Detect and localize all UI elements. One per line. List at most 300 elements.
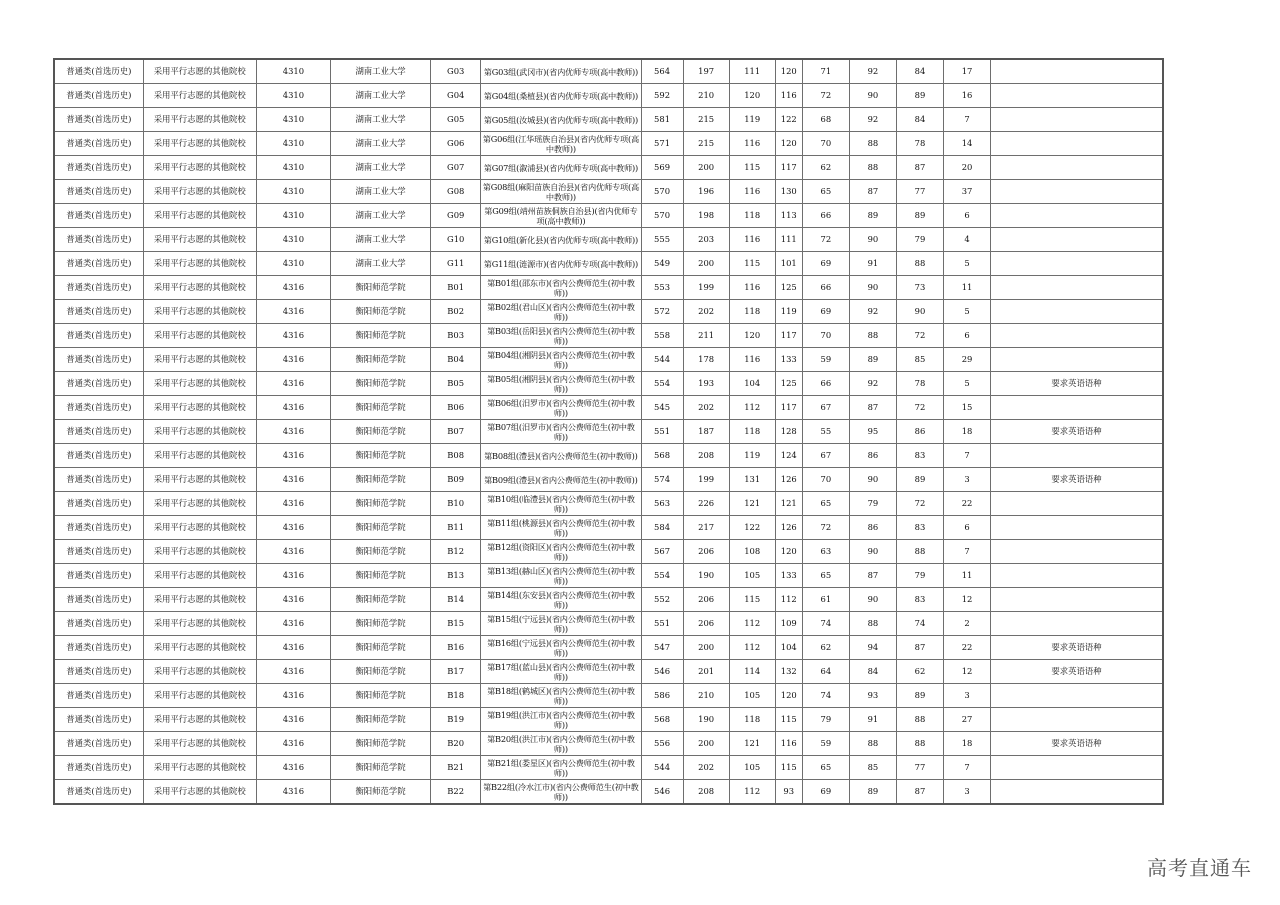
group-code-cell: B19 [431, 708, 481, 732]
score-col-3-cell: 120 [775, 59, 802, 84]
school-name-cell: 衡阳师范学院 [330, 660, 430, 684]
school-code-cell: 4310 [256, 252, 330, 276]
school-code-cell: 4316 [256, 372, 330, 396]
category-cell: 普通类(首选历史) [54, 108, 143, 132]
score-col-5-cell: 91 [849, 708, 896, 732]
score-col-4-cell: 67 [802, 396, 849, 420]
school-name-cell: 衡阳师范学院 [330, 492, 430, 516]
score-col-4-cell: 68 [802, 108, 849, 132]
score-col-1-cell: 226 [683, 492, 729, 516]
count-cell: 14 [944, 132, 991, 156]
category-cell: 普通类(首选历史) [54, 588, 143, 612]
score-col-2-cell: 120 [729, 84, 775, 108]
count-cell: 5 [944, 300, 991, 324]
score-col-4-cell: 72 [802, 84, 849, 108]
school-code-cell: 4316 [256, 492, 330, 516]
remark-cell: 要求英语语种 [991, 636, 1163, 660]
group-code-cell: B03 [431, 324, 481, 348]
score-col-1-cell: 215 [683, 108, 729, 132]
score-col-6-cell: 88 [896, 732, 943, 756]
score-col-1-cell: 206 [683, 588, 729, 612]
table-row [54, 444, 1163, 468]
school-name-cell: 衡阳师范学院 [330, 420, 430, 444]
category-cell: 普通类(首选历史) [54, 516, 143, 540]
table-row [54, 84, 1163, 108]
school-name-cell: 衡阳师范学院 [330, 636, 430, 660]
max-score-cell: 563 [641, 492, 683, 516]
group-code-cell: B08 [431, 444, 481, 468]
school-name-cell: 衡阳师范学院 [330, 564, 430, 588]
category-cell: 普通类(首选历史) [54, 84, 143, 108]
score-col-1-cell: 200 [683, 252, 729, 276]
score-col-6-cell: 85 [896, 348, 943, 372]
school-code-cell: 4316 [256, 420, 330, 444]
score-col-2-cell: 112 [729, 396, 775, 420]
school-code-cell: 4316 [256, 348, 330, 372]
score-col-2-cell: 119 [729, 108, 775, 132]
score-col-4-cell: 65 [802, 756, 849, 780]
category-cell: 普通类(首选历史) [54, 492, 143, 516]
category-cell: 普通类(首选历史) [54, 660, 143, 684]
score-col-2-cell: 105 [729, 684, 775, 708]
score-col-1-cell: 210 [683, 684, 729, 708]
remark-cell [991, 204, 1163, 228]
score-col-3-cell: 101 [775, 252, 802, 276]
group-code-cell: B21 [431, 756, 481, 780]
group-name-cell: 第B07组(汨罗市)(省内公费师范生(初中教师)) [481, 420, 641, 444]
score-col-6-cell: 77 [896, 756, 943, 780]
remark-cell: 要求英语语种 [991, 468, 1163, 492]
school-code-cell: 4316 [256, 708, 330, 732]
group-name-cell: 第B02组(君山区)(省内公费师范生(初中教师)) [481, 300, 641, 324]
score-col-4-cell: 74 [802, 612, 849, 636]
score-col-4-cell: 59 [802, 348, 849, 372]
remark-cell [991, 756, 1163, 780]
school-code-cell: 4316 [256, 276, 330, 300]
score-col-5-cell: 88 [849, 324, 896, 348]
score-col-3-cell: 124 [775, 444, 802, 468]
group-name-cell: 第G05组(汝城县)(省内优师专项(高中教师)) [481, 108, 641, 132]
score-col-5-cell: 92 [849, 372, 896, 396]
admission-score-table [53, 58, 1164, 805]
max-score-cell: 553 [641, 276, 683, 300]
group-name-cell: 第B05组(湘阴县)(省内公费师范生(初中教师)) [481, 372, 641, 396]
max-score-cell: 552 [641, 588, 683, 612]
school-code-cell: 4316 [256, 468, 330, 492]
score-col-3-cell: 133 [775, 348, 802, 372]
score-col-2-cell: 112 [729, 780, 775, 805]
score-col-3-cell: 113 [775, 204, 802, 228]
score-col-6-cell: 72 [896, 492, 943, 516]
score-col-1-cell: 202 [683, 756, 729, 780]
batch-cell: 采用平行志愿的其他院校 [143, 708, 256, 732]
max-score-cell: 554 [641, 372, 683, 396]
remark-cell [991, 780, 1163, 805]
batch-cell: 采用平行志愿的其他院校 [143, 132, 256, 156]
category-cell: 普通类(首选历史) [54, 204, 143, 228]
batch-cell: 采用平行志愿的其他院校 [143, 372, 256, 396]
score-col-6-cell: 74 [896, 612, 943, 636]
school-name-cell: 衡阳师范学院 [330, 756, 430, 780]
score-col-1-cell: 201 [683, 660, 729, 684]
batch-cell: 采用平行志愿的其他院校 [143, 492, 256, 516]
table-row [54, 300, 1163, 324]
group-code-cell: B14 [431, 588, 481, 612]
school-name-cell: 湖南工业大学 [330, 84, 430, 108]
school-code-cell: 4316 [256, 612, 330, 636]
score-col-4-cell: 55 [802, 420, 849, 444]
school-code-cell: 4310 [256, 156, 330, 180]
max-score-cell: 586 [641, 684, 683, 708]
max-score-cell: 567 [641, 540, 683, 564]
table-row [54, 588, 1163, 612]
score-col-3-cell: 115 [775, 756, 802, 780]
batch-cell: 采用平行志愿的其他院校 [143, 732, 256, 756]
score-col-3-cell: 120 [775, 132, 802, 156]
score-col-6-cell: 88 [896, 708, 943, 732]
batch-cell: 采用平行志愿的其他院校 [143, 156, 256, 180]
school-name-cell: 衡阳师范学院 [330, 684, 430, 708]
score-col-2-cell: 104 [729, 372, 775, 396]
score-col-3-cell: 117 [775, 396, 802, 420]
count-cell: 20 [944, 156, 991, 180]
school-code-cell: 4316 [256, 684, 330, 708]
score-col-3-cell: 125 [775, 276, 802, 300]
school-name-cell: 衡阳师范学院 [330, 372, 430, 396]
group-code-cell: B10 [431, 492, 481, 516]
group-name-cell: 第B18组(鹤城区)(省内公费师范生(初中教师)) [481, 684, 641, 708]
score-col-1-cell: 215 [683, 132, 729, 156]
school-code-cell: 4310 [256, 59, 330, 84]
score-col-5-cell: 90 [849, 228, 896, 252]
max-score-cell: 546 [641, 780, 683, 805]
batch-cell: 采用平行志愿的其他院校 [143, 516, 256, 540]
school-code-cell: 4316 [256, 444, 330, 468]
batch-cell: 采用平行志愿的其他院校 [143, 420, 256, 444]
max-score-cell: 551 [641, 612, 683, 636]
table-row [54, 756, 1163, 780]
group-name-cell: 第B20组(洪江市)(省内公费师范生(初中教师)) [481, 732, 641, 756]
group-name-cell: 第B01组(邵东市)(省内公费师范生(初中教师)) [481, 276, 641, 300]
school-code-cell: 4310 [256, 204, 330, 228]
score-col-5-cell: 88 [849, 132, 896, 156]
remark-cell: 要求英语语种 [991, 660, 1163, 684]
score-col-2-cell: 108 [729, 540, 775, 564]
group-code-cell: B06 [431, 396, 481, 420]
count-cell: 7 [944, 540, 991, 564]
max-score-cell: 556 [641, 732, 683, 756]
category-cell: 普通类(首选历史) [54, 132, 143, 156]
max-score-cell: 570 [641, 204, 683, 228]
table-row [54, 396, 1163, 420]
school-code-cell: 4316 [256, 300, 330, 324]
score-col-3-cell: 120 [775, 540, 802, 564]
score-col-2-cell: 111 [729, 59, 775, 84]
score-col-2-cell: 105 [729, 564, 775, 588]
table-row [54, 372, 1163, 396]
batch-cell: 采用平行志愿的其他院校 [143, 108, 256, 132]
score-col-2-cell: 112 [729, 612, 775, 636]
category-cell: 普通类(首选历史) [54, 348, 143, 372]
score-col-4-cell: 69 [802, 252, 849, 276]
score-col-2-cell: 121 [729, 492, 775, 516]
count-cell: 3 [944, 780, 991, 805]
score-col-5-cell: 88 [849, 732, 896, 756]
group-name-cell: 第B09组(澧县)(省内公费师范生(初中教师)) [481, 468, 641, 492]
group-name-cell: 第G07组(溆浦县)(省内优师专项(高中教师)) [481, 156, 641, 180]
score-col-2-cell: 115 [729, 588, 775, 612]
score-col-1-cell: 206 [683, 540, 729, 564]
count-cell: 5 [944, 372, 991, 396]
max-score-cell: 564 [641, 59, 683, 84]
school-code-cell: 4316 [256, 540, 330, 564]
score-col-1-cell: 208 [683, 444, 729, 468]
school-code-cell: 4316 [256, 396, 330, 420]
count-cell: 29 [944, 348, 991, 372]
score-col-2-cell: 118 [729, 420, 775, 444]
score-col-2-cell: 122 [729, 516, 775, 540]
count-cell: 12 [944, 588, 991, 612]
table-row [54, 684, 1163, 708]
score-col-6-cell: 83 [896, 588, 943, 612]
score-col-6-cell: 83 [896, 516, 943, 540]
remark-cell [991, 348, 1163, 372]
score-col-1-cell: 200 [683, 732, 729, 756]
remark-cell [991, 59, 1163, 84]
count-cell: 6 [944, 516, 991, 540]
score-col-1-cell: 206 [683, 612, 729, 636]
remark-cell [991, 300, 1163, 324]
group-name-cell: 第B10组(临澧县)(省内公费师范生(初中教师)) [481, 492, 641, 516]
score-col-5-cell: 91 [849, 252, 896, 276]
score-col-6-cell: 78 [896, 132, 943, 156]
table-row [54, 564, 1163, 588]
score-col-4-cell: 72 [802, 516, 849, 540]
score-col-1-cell: 200 [683, 156, 729, 180]
count-cell: 27 [944, 708, 991, 732]
score-col-4-cell: 66 [802, 276, 849, 300]
score-col-4-cell: 66 [802, 204, 849, 228]
table-row [54, 636, 1163, 660]
group-code-cell: B02 [431, 300, 481, 324]
remark-cell: 要求英语语种 [991, 372, 1163, 396]
group-name-cell: 第B19组(洪江市)(省内公费师范生(初中教师)) [481, 708, 641, 732]
group-name-cell: 第B16组(宁远县)(省内公费师范生(初中教师)) [481, 636, 641, 660]
score-col-6-cell: 88 [896, 252, 943, 276]
max-score-cell: 592 [641, 84, 683, 108]
group-code-cell: B15 [431, 612, 481, 636]
score-col-2-cell: 118 [729, 300, 775, 324]
category-cell: 普通类(首选历史) [54, 756, 143, 780]
max-score-cell: 555 [641, 228, 683, 252]
score-col-5-cell: 92 [849, 108, 896, 132]
school-code-cell: 4316 [256, 516, 330, 540]
remark-cell [991, 612, 1163, 636]
count-cell: 22 [944, 636, 991, 660]
group-code-cell: B12 [431, 540, 481, 564]
score-col-4-cell: 79 [802, 708, 849, 732]
school-code-cell: 4316 [256, 588, 330, 612]
school-name-cell: 湖南工业大学 [330, 156, 430, 180]
remark-cell: 要求英语语种 [991, 732, 1163, 756]
category-cell: 普通类(首选历史) [54, 684, 143, 708]
score-col-1-cell: 210 [683, 84, 729, 108]
remark-cell [991, 324, 1163, 348]
score-col-5-cell: 89 [849, 348, 896, 372]
remark-cell [991, 228, 1163, 252]
table-row [54, 348, 1163, 372]
table-row [54, 59, 1163, 84]
batch-cell: 采用平行志愿的其他院校 [143, 468, 256, 492]
table-row [54, 324, 1163, 348]
group-name-cell: 第B14组(东安县)(省内公费师范生(初中教师)) [481, 588, 641, 612]
score-col-1-cell: 203 [683, 228, 729, 252]
group-name-cell: 第B21组(娄星区)(省内公费师范生(初中教师)) [481, 756, 641, 780]
school-name-cell: 衡阳师范学院 [330, 588, 430, 612]
category-cell: 普通类(首选历史) [54, 636, 143, 660]
school-name-cell: 衡阳师范学院 [330, 444, 430, 468]
max-score-cell: 558 [641, 324, 683, 348]
remark-cell [991, 156, 1163, 180]
score-col-3-cell: 128 [775, 420, 802, 444]
category-cell: 普通类(首选历史) [54, 564, 143, 588]
batch-cell: 采用平行志愿的其他院校 [143, 204, 256, 228]
score-col-5-cell: 90 [849, 276, 896, 300]
max-score-cell: 570 [641, 180, 683, 204]
score-col-2-cell: 118 [729, 708, 775, 732]
count-cell: 37 [944, 180, 991, 204]
group-name-cell: 第B04组(湘阴县)(省内公费师范生(初中教师)) [481, 348, 641, 372]
remark-cell [991, 276, 1163, 300]
max-score-cell: 554 [641, 564, 683, 588]
count-cell: 17 [944, 59, 991, 84]
remark-cell [991, 252, 1163, 276]
score-col-2-cell: 114 [729, 660, 775, 684]
count-cell: 7 [944, 444, 991, 468]
school-code-cell: 4316 [256, 324, 330, 348]
score-col-4-cell: 67 [802, 444, 849, 468]
count-cell: 3 [944, 468, 991, 492]
score-col-6-cell: 88 [896, 540, 943, 564]
count-cell: 7 [944, 756, 991, 780]
score-col-5-cell: 86 [849, 444, 896, 468]
score-col-6-cell: 89 [896, 468, 943, 492]
score-col-5-cell: 92 [849, 59, 896, 84]
score-col-4-cell: 70 [802, 468, 849, 492]
school-code-cell: 4316 [256, 660, 330, 684]
group-code-cell: G03 [431, 59, 481, 84]
count-cell: 18 [944, 420, 991, 444]
school-name-cell: 衡阳师范学院 [330, 780, 430, 805]
table-row [54, 780, 1163, 805]
group-name-cell: 第G04组(桑植县)(省内优师专项(高中教师)) [481, 84, 641, 108]
score-col-5-cell: 92 [849, 300, 896, 324]
score-col-2-cell: 118 [729, 204, 775, 228]
score-col-1-cell: 202 [683, 300, 729, 324]
school-code-cell: 4310 [256, 132, 330, 156]
score-col-1-cell: 202 [683, 396, 729, 420]
score-col-5-cell: 87 [849, 180, 896, 204]
count-cell: 2 [944, 612, 991, 636]
score-col-3-cell: 122 [775, 108, 802, 132]
group-code-cell: G07 [431, 156, 481, 180]
score-col-2-cell: 116 [729, 228, 775, 252]
score-col-4-cell: 71 [802, 59, 849, 84]
score-col-6-cell: 86 [896, 420, 943, 444]
school-name-cell: 衡阳师范学院 [330, 276, 430, 300]
score-col-3-cell: 111 [775, 228, 802, 252]
count-cell: 11 [944, 276, 991, 300]
score-col-5-cell: 88 [849, 612, 896, 636]
score-col-4-cell: 65 [802, 492, 849, 516]
score-col-6-cell: 84 [896, 59, 943, 84]
score-col-5-cell: 87 [849, 564, 896, 588]
score-col-5-cell: 95 [849, 420, 896, 444]
category-cell: 普通类(首选历史) [54, 180, 143, 204]
school-name-cell: 湖南工业大学 [330, 59, 430, 84]
score-col-5-cell: 88 [849, 156, 896, 180]
school-name-cell: 湖南工业大学 [330, 132, 430, 156]
category-cell: 普通类(首选历史) [54, 324, 143, 348]
category-cell: 普通类(首选历史) [54, 396, 143, 420]
score-col-3-cell: 104 [775, 636, 802, 660]
remark-cell [991, 180, 1163, 204]
group-code-cell: B18 [431, 684, 481, 708]
score-col-1-cell: 178 [683, 348, 729, 372]
score-col-5-cell: 93 [849, 684, 896, 708]
score-col-2-cell: 119 [729, 444, 775, 468]
score-col-6-cell: 79 [896, 564, 943, 588]
score-col-2-cell: 116 [729, 180, 775, 204]
batch-cell: 采用平行志愿的其他院校 [143, 180, 256, 204]
score-col-2-cell: 120 [729, 324, 775, 348]
group-code-cell: G05 [431, 108, 481, 132]
school-name-cell: 湖南工业大学 [330, 204, 430, 228]
group-name-cell: 第G06组(江华瑶族自治县)(省内优师专项(高中教师)) [481, 132, 641, 156]
score-col-2-cell: 121 [729, 732, 775, 756]
group-code-cell: G06 [431, 132, 481, 156]
remark-cell [991, 564, 1163, 588]
score-col-6-cell: 83 [896, 444, 943, 468]
score-col-6-cell: 77 [896, 180, 943, 204]
score-col-5-cell: 87 [849, 396, 896, 420]
category-cell: 普通类(首选历史) [54, 300, 143, 324]
group-name-cell: 第B03组(岳阳县)(省内公费师范生(初中教师)) [481, 324, 641, 348]
batch-cell: 采用平行志愿的其他院校 [143, 444, 256, 468]
group-code-cell: B11 [431, 516, 481, 540]
score-col-2-cell: 115 [729, 156, 775, 180]
group-code-cell: B05 [431, 372, 481, 396]
watermark-text: 高考直通车 [1147, 856, 1252, 880]
max-score-cell: 568 [641, 444, 683, 468]
score-col-3-cell: 133 [775, 564, 802, 588]
table-row [54, 468, 1163, 492]
category-cell: 普通类(首选历史) [54, 732, 143, 756]
category-cell: 普通类(首选历史) [54, 540, 143, 564]
max-score-cell: 544 [641, 348, 683, 372]
score-col-5-cell: 90 [849, 540, 896, 564]
score-col-6-cell: 78 [896, 372, 943, 396]
score-col-6-cell: 89 [896, 204, 943, 228]
group-code-cell: B16 [431, 636, 481, 660]
score-col-1-cell: 211 [683, 324, 729, 348]
max-score-cell: 574 [641, 468, 683, 492]
group-name-cell: 第B13组(赫山区)(省内公费师范生(初中教师)) [481, 564, 641, 588]
group-code-cell: G10 [431, 228, 481, 252]
group-code-cell: B13 [431, 564, 481, 588]
score-col-4-cell: 62 [802, 636, 849, 660]
group-name-cell: 第G03组(武冈市)(省内优师专项(高中教师)) [481, 59, 641, 84]
